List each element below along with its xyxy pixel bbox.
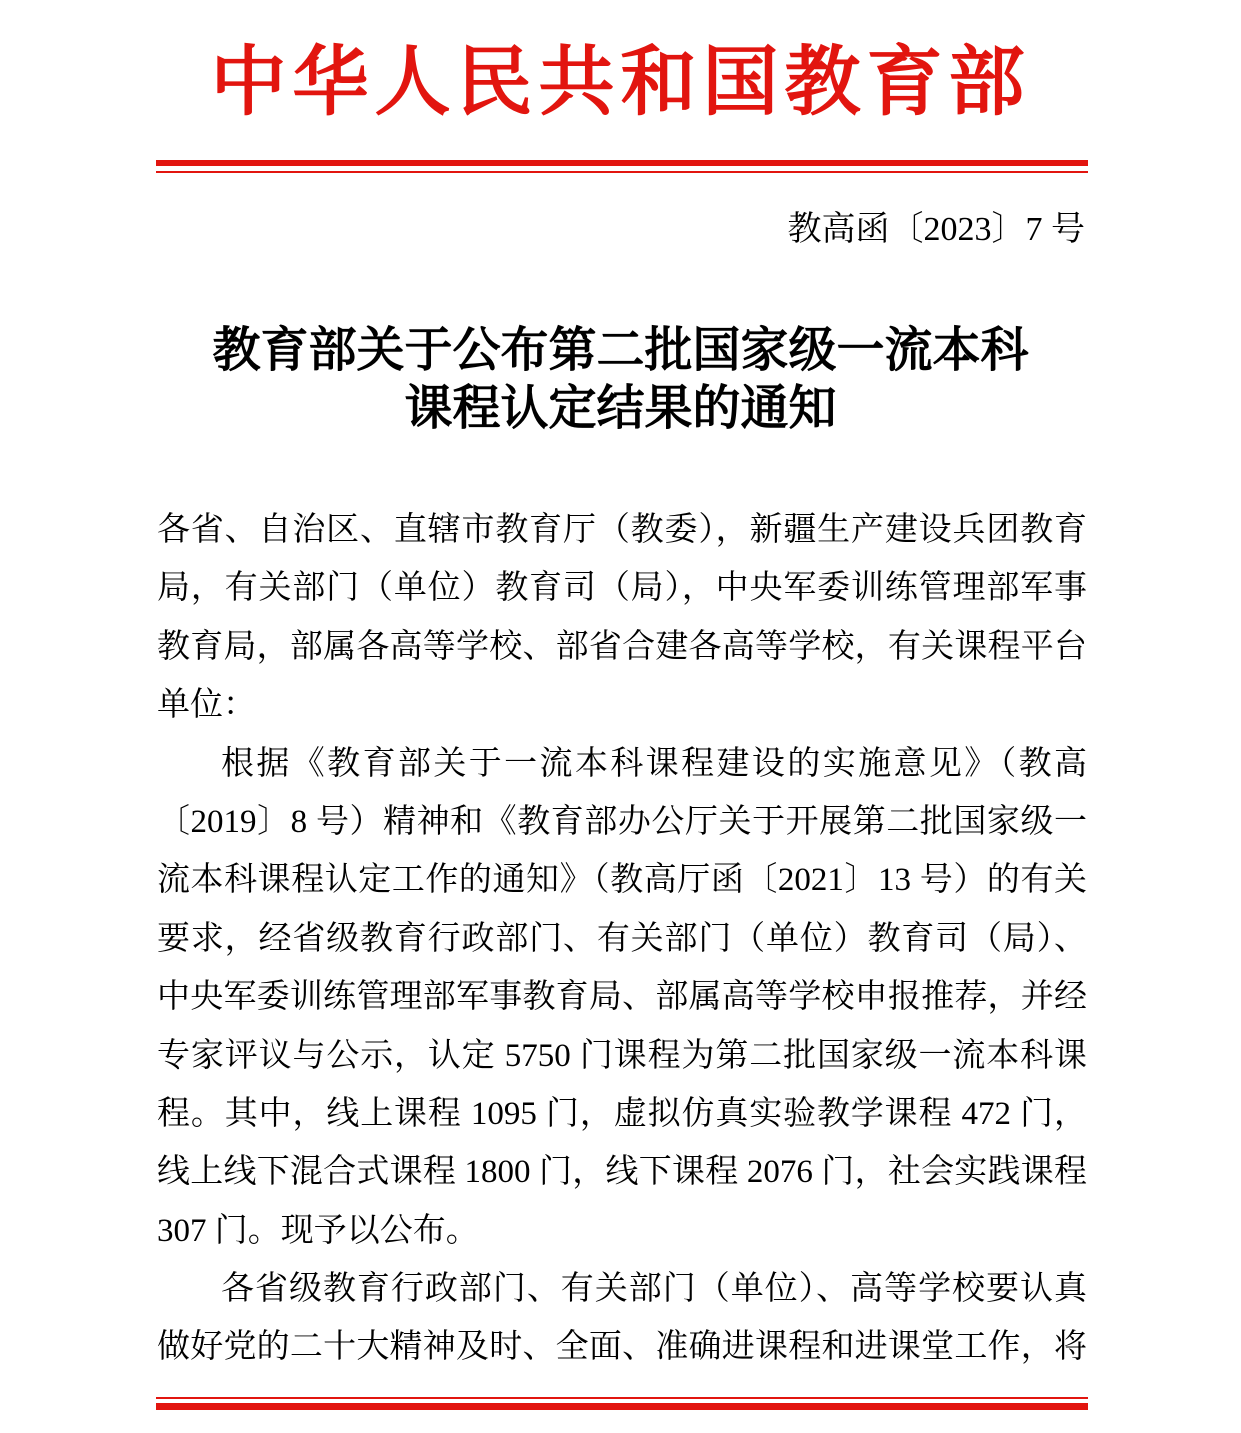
footer-divider-thick-line: [156, 1403, 1088, 1410]
document-number: 教高函〔2023〕7 号: [787, 211, 1085, 248]
header-divider-thick-line: [156, 160, 1088, 166]
document-title-line-1: 教育部关于公布第二批国家级一流本科: [212, 324, 1029, 377]
body-line: 要求，经省级教育行政部门、有关部门（单位）教育司（局）、: [157, 920, 1087, 957]
header-divider-thin-line: [156, 171, 1088, 173]
body-line: 做好党的二十大精神及时、全面、准确进课程和进课堂工作，将: [157, 1329, 1087, 1366]
document-title-line-2: 课程认定结果的通知: [404, 382, 837, 435]
header-divider: [156, 160, 1088, 173]
footer-divider-thin-line: [156, 1397, 1088, 1399]
document-body: [157, 501, 1087, 1377]
body-line: 教育局，部属各高等学校、部省合建各高等学校，有关课程平台: [157, 628, 1087, 665]
body-line: 线上线下混合式课程 1800 门，线下课程 2076 门，社会实践课程: [157, 1154, 1087, 1191]
body-line: 307 门。现予以公布。: [157, 1212, 479, 1249]
body-line: 根据《教育部关于一流本科课程建设的实施意见》（教高: [221, 745, 1087, 782]
body-line: 中央军委训练管理部军事教育局、部属高等学校申报推荐，并经: [157, 979, 1087, 1016]
body-line: 各省、自治区、直辖市教育厅（教委），新疆生产建设兵团教育: [157, 512, 1087, 548]
body-line: 专家评议与公示，认定 5750 门课程为第二批国家级一流本科课: [157, 1037, 1087, 1074]
body-line: 〔2019〕8 号）精神和《教育部办公厅关于开展第二批国家级一: [157, 803, 1087, 840]
body-line: 局，有关部门（单位）教育司（局），中央军委训练管理部军事: [157, 570, 1087, 607]
footer-divider: [156, 1397, 1088, 1410]
body-line: 单位：: [157, 687, 256, 724]
ministry-letterhead: 中华人民共和国教育部: [210, 41, 1031, 125]
document-title: [0, 322, 1241, 438]
body-line: 各省级教育行政部门、有关部门（单位）、高等学校要认真: [221, 1271, 1087, 1308]
body-line: 程。其中，线上课程 1095 门，虚拟仿真实验教学课程 472 门，: [157, 1095, 1087, 1132]
body-line: 流本科课程认定工作的通知》（教高厅函〔2021〕13 号）的有关: [157, 862, 1087, 899]
